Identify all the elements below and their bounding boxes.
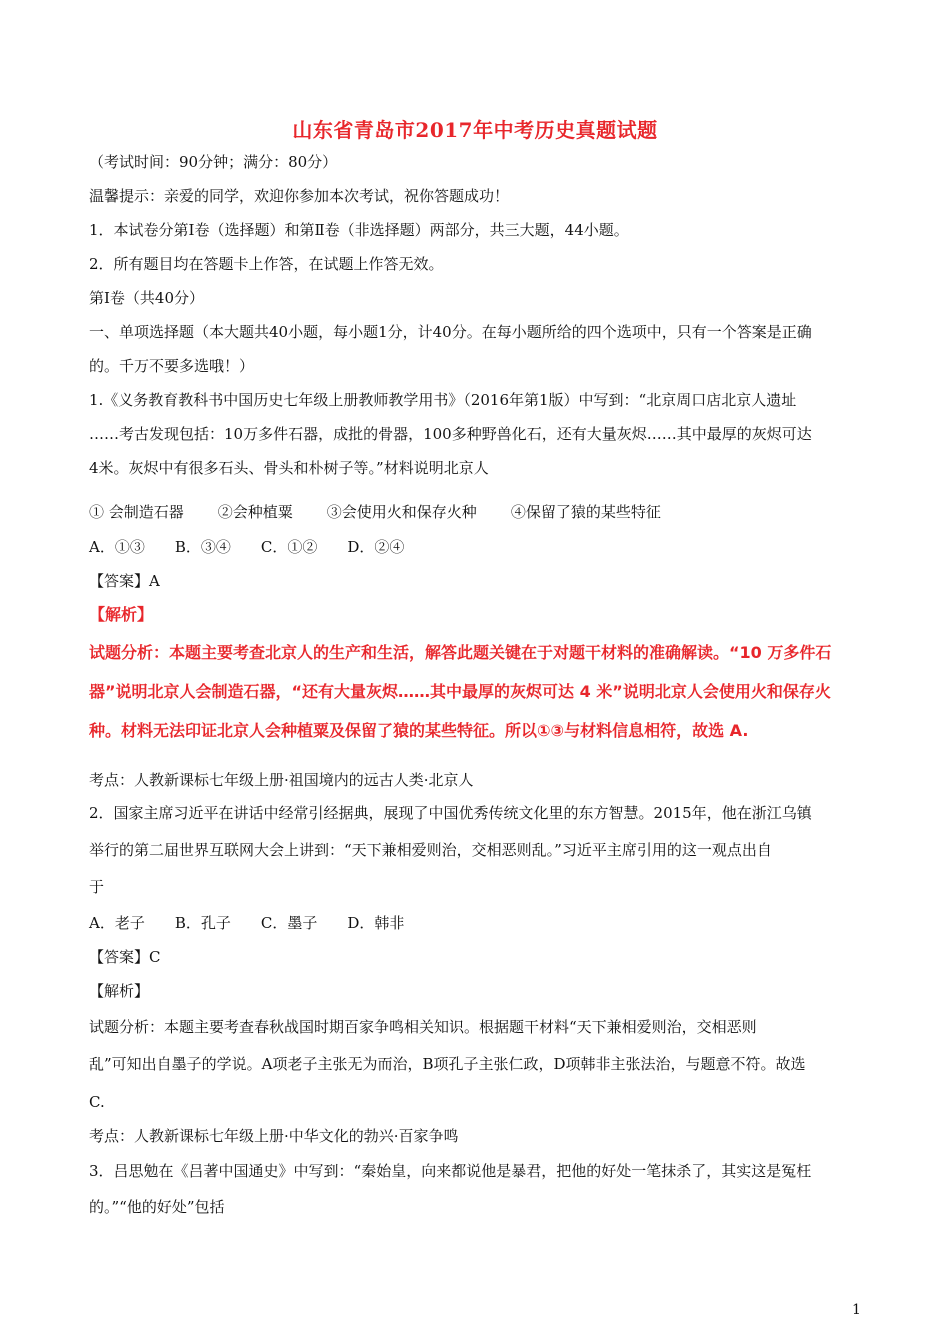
q2-analysis-label: 【解析】 [89,982,150,1000]
instruction-line: 的。千万不要多选哦！） [89,357,255,375]
q2-choice: B．孔子 [174,914,231,932]
q1-choice: D．②④ [347,538,405,556]
q1-analysis-line: 试题分析：本题主要考查北京人的生产和生活，解答此题关键在于对题干材料的准确解读。“10 万多件石 [89,643,832,662]
q2-stem-line: 举行的第二届世界互联网大会上讲到：“天下兼相爱则治，交相恶则乱。”习近平主席引用的这一观点出自 [89,841,772,859]
note-1: 1．本试卷分第Ⅰ卷（选择题）和第Ⅱ卷（非选择题）两部分，共三大题，44小题。 [89,221,629,239]
q2-stem-line: 2．国家主席习近平在讲话中经常引经据典，展现了中国优秀传统文化里的东方智慧。2015年，他在浙江乌镇 [89,804,812,822]
q1-option: ③会使用火和保存火种 [326,503,477,521]
q2-analysis-line: 试题分析：本题主要考查春秋战国时期百家争鸣相关知识。根据题干材料“天下兼相爱则治，交相恶则 [89,1018,757,1036]
q2-stem-line: 于 [89,878,105,896]
q2-choices [89,913,434,933]
q1-option: ① 会制造石器 [89,503,184,521]
q1-point: 考点：人教新课标七年级上册·祖国境内的远古人类·北京人 [89,771,474,789]
tips: 温馨提示：亲爱的同学，欢迎你参加本次考试，祝你答题成功！ [89,187,510,205]
q2-choice: A．老子 [89,914,145,932]
q1-analysis-line: 种。材料无法印证北京人会种植粟及保留了猿的某些特征。所以①③与材料信息相符，故选 A. [89,721,749,740]
q2-analysis-line: 乱”可知出自墨子的学说。A项老子主张无为而治，B项孔子主张仁政，D项韩非主张法治，与题意不符。故选 [89,1055,806,1073]
q1-stem-line: 1.《义务教育教科书中国历史七年级上册教师教学用书》（2016年第1版）中写到：“北京周口店北京人遗址 [89,391,797,409]
page-title: 山东省青岛市2017年中考历史真题试题 [292,118,658,142]
q1-choices [89,537,434,557]
q1-answer: 【答案】A [89,572,160,590]
q3-stem-line: 的。”“他的好处”包括 [89,1198,225,1216]
q2-point: 考点：人教新课标七年级上册·中华文化的勃兴·百家争鸣 [89,1127,459,1145]
q1-choice: B．③④ [174,538,231,556]
q3-stem-line: 3．吕思勉在《吕著中国通史》中写到：“秦始皇，向来都说他是暴君，把他的好处一笔抹杀了，其实这是冤枉 [89,1162,812,1180]
page-number: 1 [852,1302,861,1318]
q1-stem-line: 4米。灰烬中有很多石头、骨头和朴树子等。”材料说明北京人 [89,459,489,477]
exam-info: （考试时间：90分钟；满分：80分） [89,153,338,171]
q1-option: ②会种植粟 [217,503,293,521]
q1-options [89,502,695,522]
q2-analysis-line: C. [89,1093,105,1111]
q1-choice: A．①③ [89,538,145,556]
q2-choice: D．韩非 [347,914,405,932]
instruction-line: 一、单项选择题（本大题共40小题，每小题1分，计40分。在每小题所给的四个选项中，只有一个答案是正确 [89,323,812,341]
q1-analysis-label: 【解析】 [89,605,154,624]
q1-analysis-line: 器”说明北京人会制造石器，“还有大量灰烬……其中最厚的灰烬可达 4 米”说明北京人会使用火和保存火 [89,682,831,701]
q1-choice: C．①② [260,538,318,556]
note-2: 2．所有题目均在答题卡上作答，在试题上作答无效。 [89,255,444,273]
q2-answer: 【答案】C [89,948,161,966]
q1-stem-line: ……考古发现包括：10万多件石器，成批的骨器，100多种野兽化石，还有大量灰烬……其中最厚的灰烬可达 [89,425,812,443]
q1-option: ④保留了猿的某些特征 [510,503,661,521]
q2-choice: C．墨子 [260,914,318,932]
section-heading: 第Ⅰ卷（共40分） [89,289,205,307]
